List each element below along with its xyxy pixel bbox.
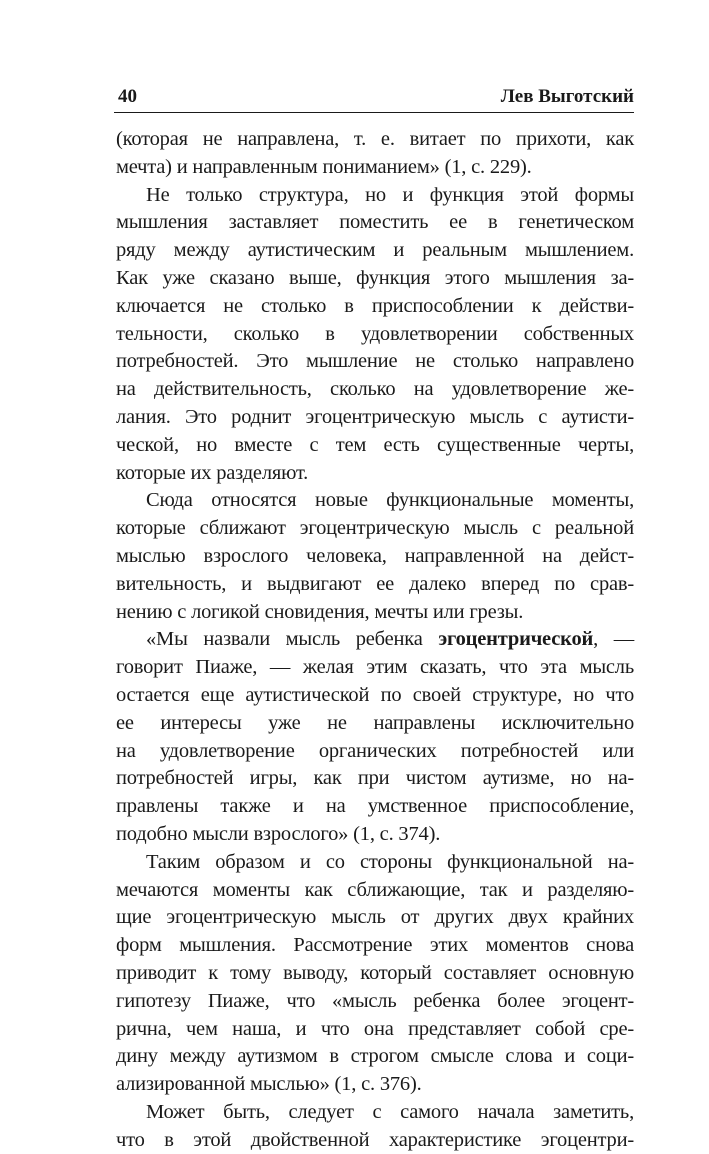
text-line: ее интересы уже не направлены исключительно (116, 711, 634, 734)
text-line: лания. Это роднит эгоцентрическую мысль с аутисти- (116, 405, 634, 428)
paragraph (116, 487, 634, 626)
text-line: что в этой двойственной характеристике эгоцентри- (116, 1128, 634, 1151)
text-line: ряду между аутистическим и реальным мышлением. (116, 239, 634, 262)
text-line: гипотезу Пиаже, что «мысль ребенка более эгоцент- (116, 989, 634, 1012)
text-line: мечта) и направленным пониманием» (1, с. 229). (116, 155, 532, 178)
page-header (114, 82, 634, 113)
text-line (116, 626, 634, 654)
text-line: рична, чем наша, и что она представляет собой сре- (116, 1017, 634, 1040)
text-line: мечаются моменты как сближающие, так и разделяю- (116, 878, 634, 901)
paragraph (116, 182, 634, 488)
text-line: Как уже сказано выше, функция этого мышления за- (116, 266, 634, 289)
text-line: потребностей игры, как при чистом аутизме, но на- (116, 767, 634, 790)
text-line: Не только структура, но и функция этой формы (146, 183, 634, 206)
text-line: остается еще аутистической по своей структуре, но что (116, 683, 634, 706)
text-line: на действительность, сколько на удовлетворение же- (116, 378, 634, 401)
text-line: потребностей. Это мышление не столько направлено (116, 350, 634, 373)
text-line: Таким образом и со стороны функциональной на- (146, 850, 634, 873)
text-line: которые их разделяют. (116, 461, 309, 484)
paragraph (116, 626, 634, 848)
page-number: 40 (118, 86, 137, 107)
text-line: щие эгоцентрическую мысль от других двух крайних (116, 906, 634, 929)
body-text (116, 126, 634, 1154)
text-line: вительность, и выдвигают ее далеко вперед по срав- (116, 572, 634, 595)
paragraph (116, 1099, 634, 1154)
text-line: (которая не направлена, т. е. витает по прихоти, как (116, 128, 634, 150)
text-line: форм мышления. Рассмотрение этих моментов снова (116, 934, 634, 957)
text-line: Сюда относятся новые функциональные моменты, (146, 489, 634, 512)
running-head: Лев Выготский (500, 86, 634, 107)
text-line: нению с логикой сновидения, мечты или грезы. (116, 600, 524, 623)
text-line: ализированной мыслью» (1, с. 376). (116, 1073, 422, 1096)
text-line: подобно мысли взрослого» (1, с. 374). (116, 822, 441, 845)
text-line: Может быть, следует с самого начала заметить, (146, 1100, 634, 1123)
text-line: ключается не столько в приспособлении к действи- (116, 294, 634, 317)
text-run: , — (593, 628, 635, 651)
bold-term: эгоцентрической (438, 628, 594, 651)
text-line: приводит к тому выводу, который составляет основную (116, 961, 634, 984)
paragraph (116, 849, 634, 1099)
text-line: мышления заставляет поместить ее в генетическом (116, 211, 634, 234)
text-line: ческой, но вместе с тем есть существенные черты, (116, 433, 634, 456)
text-line: на удовлетворение органических потребностей или (116, 739, 634, 762)
text-line: говорит Пиаже, — желая этим сказать, что эта мысль (116, 656, 634, 679)
text-line: тельности, сколько в удовлетворении собственных (116, 322, 634, 345)
text-line: правлены также и на умственное приспособление, (116, 795, 634, 818)
text-run: «Мы назвали мысль ребенка (146, 628, 439, 651)
text-line: дину между аутизмом в строгом смысле слова и соци- (116, 1045, 634, 1068)
paragraph (116, 126, 634, 182)
text-line: мыслью взрослого человека, направленной на дейст- (116, 544, 634, 567)
text-line: которые сближают эгоцентрическую мысль с реальной (116, 517, 634, 540)
